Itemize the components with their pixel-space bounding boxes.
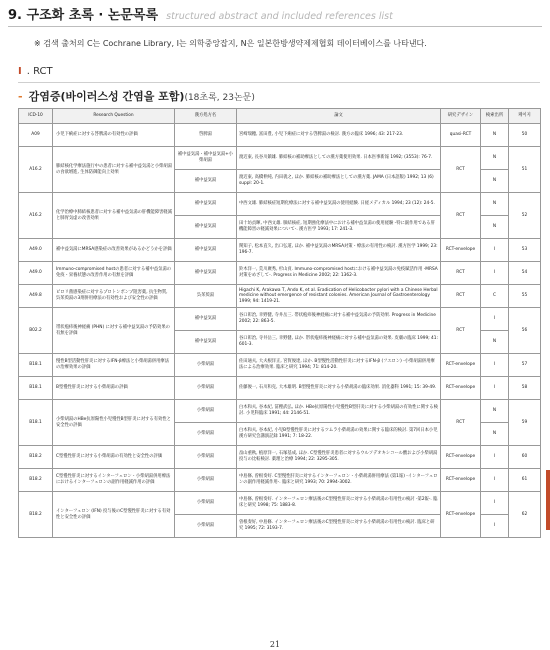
table-row [19, 469, 541, 492]
cell-design: RCT [441, 400, 481, 446]
cell-formula: 補中益気湯・補中益気湯+小柴胡湯 [175, 147, 237, 170]
cell-source: I [481, 377, 509, 400]
page-number: 21 [269, 640, 281, 649]
cell-formula: 小柴胡湯 [175, 423, 237, 446]
side-tab-marker [546, 470, 550, 530]
cell-design: RCT-envelope [441, 446, 481, 469]
subsection-bullet: - [18, 90, 23, 103]
cell-formula: 補中益気湯 [175, 193, 237, 216]
cell-paper: 白木和夫, 谷本紀, 小児B型慢性肝炎に対するツムラ小柴胡湯の効果に関する臨床的検討. 第7回日本小児漢方研究会講演記録 1991; 7: 18-22. [237, 423, 441, 446]
section-roman: I [18, 66, 22, 77]
cell-design: RCT [441, 262, 481, 285]
cell-page: 51 [509, 147, 541, 193]
page-subtitle-en: structured abstract and included references list [166, 11, 393, 22]
cell-source: N [481, 331, 509, 354]
cell-source: I [481, 446, 509, 469]
cell-source: N [481, 216, 509, 239]
cell-source: N [481, 170, 509, 193]
cell-design: RCT-envelope [441, 239, 481, 262]
table-row [19, 354, 541, 377]
cell-question: 帯状疱疹後神経痛 (PHN) に対する補中益気湯の予防効果の有無を評価 [53, 308, 175, 354]
cell-design: RCT-envelope [441, 377, 481, 400]
cell-formula: 小柴胡湯 [175, 446, 237, 469]
cell-paper: 谷口彰治, 寺井岳三, 幸野健, ほか. 帯状疱疹後神経痛に対する補中益気湯の効果. 皮膚の臨床 1999; 41: 601-3. [237, 331, 441, 354]
source-note: ※ 검색 출처의 C는 Cochrane Library, I는 의학중앙잡지, N은 일본한방생약제제협회 데이터베이스를 나타낸다. [34, 39, 427, 48]
cell-formula: 呉茱萸湯 [175, 285, 237, 308]
cell-icd: A09 [19, 124, 53, 147]
table-body [19, 124, 541, 538]
subsection-count: (18초록, 23논문) [184, 93, 255, 103]
cell-question: 補中益気湯にMRSA感染症の改善効果があるかどうかを評価 [53, 239, 175, 262]
header-design: 研究デザイン [441, 109, 481, 124]
table-row [19, 147, 541, 170]
cell-paper: 渡辺東, 高橋伸純, 内田義之, ほか. 肺結核の補助療法としての漢方薬. JAMA (日本語版) 1992; 13 (6) suppl: 20-1. [237, 170, 441, 193]
cell-question: インターフェロン (IFN) 投与後のC型慢性肝炎に対する有効性と安全性の評価 [53, 492, 175, 538]
cell-question: 小柴胡湯のHBe抗原陽性小児慢性B型肝炎に対する有効性と安全性の評価 [53, 400, 175, 446]
cell-formula: 補中益気湯 [175, 216, 237, 239]
references-table [18, 108, 541, 538]
cell-design: RCT-envelope [441, 469, 481, 492]
cell-formula: 啓脾湯 [175, 124, 237, 147]
cell-page: 58 [509, 377, 541, 400]
cell-paper: 谷口彰治, 幸野健, 寺井岳三. 帯状疱疹後神経痛に対する補中益気湯の予防効果. Progress in Medicine 2002; 22: 863-5. [237, 308, 441, 331]
cell-question: Immuno-compromised hostの患者に対する補中益気湯の免疫・栄養状態の改善作用の有無を評価 [53, 262, 175, 285]
cell-source: I [481, 308, 509, 331]
cell-formula: 補中益気湯 [175, 308, 237, 331]
cell-paper: 中島修, 曽根奏好. インターフェロン療法後のC型慢性肝炎に対する小柴胡湯の有用性の検討 -第2報-. 臨床と研究 1998; 75: 1883-8. [237, 492, 441, 515]
header-source: 検索出所 [481, 109, 509, 124]
section-label: . RCT [26, 66, 53, 77]
cell-paper: Higachi K, Arakawa T, Ando K, et al. Eradication of Helicobacter pylori with a Chinese Herbal medicine without emergence of resistant colonies. American Journal of Gastroenterology 1999; 94: 1419-21. [237, 285, 441, 308]
table-row [19, 446, 541, 469]
cell-formula: 小柴胡湯 [175, 515, 237, 538]
cell-formula: 補中益気湯 [175, 331, 237, 354]
cell-paper: 鈴木洋一, 荒川廣秀, 杉山貢. Immuno-compromised hostにおける補中益気湯の免疫賦活作用 -MRSA対策をめざして-. Progress in Medicine 2002; 22: 1362-3. [237, 262, 441, 285]
cell-formula: 小柴胡湯 [175, 400, 237, 423]
header-paper: 論文 [237, 109, 441, 124]
table-row [19, 400, 541, 423]
cell-design: RCT-envelope [441, 492, 481, 538]
cell-question: 慢性B型活動性肝炎に対するIFN-β療法と小柴胡湯併用療法の治療効果の評価 [53, 354, 175, 377]
cell-page: 52 [509, 193, 541, 239]
cell-page: 59 [509, 400, 541, 446]
table-row [19, 262, 541, 285]
cell-icd: A16.2 [19, 193, 53, 239]
table-row [19, 285, 541, 308]
subsection-heading [18, 88, 255, 104]
cell-page: 53 [509, 239, 541, 262]
header-divider [8, 26, 542, 27]
cell-formula: 小柴胡湯 [175, 354, 237, 377]
cell-source: N [481, 124, 509, 147]
cell-source: N [481, 147, 509, 170]
table-row [19, 239, 541, 262]
cell-page: 62 [509, 492, 541, 538]
cell-paper: 曽根奏好, 中島修. インターフェロン療法後のC型慢性肝炎に対する小柴胡湯の有用性の検討. 臨床と研究 1995; 72: 3193-7. [237, 515, 441, 538]
cell-source: N [481, 193, 509, 216]
cell-question: ピロリ菌感染症に対するプロトンポンプ阻害薬, 抗生物質, 呉茱萸湯の3剤併用療法の有効性および安全性の評価 [53, 285, 175, 308]
cell-question: B型慢性肝炎に対する小柴胡湯の評価 [53, 377, 175, 400]
cell-formula: 小柴胡湯 [175, 377, 237, 400]
cell-paper: 佐藤俊一, 石川和克, 大木雄明. B型慢性肝炎に対する小柴胡湯の臨床効果. 消化器科 1991; 15: 39-49. [237, 377, 441, 400]
cell-paper: 宮崎瑞穂, 富田豊, 小児下痢症に対する啓脾湯の検討. 漢方の臨床 1996; 43: 217-23. [237, 124, 441, 147]
cell-design: quasi-RCT [441, 124, 481, 147]
cell-icd: B18.1 [19, 400, 53, 446]
cell-icd: B18.2 [19, 469, 53, 492]
cell-source: I [481, 262, 509, 285]
cell-design: RCT [441, 285, 481, 308]
cell-paper: 白木和夫, 谷本紀, 冨樫武弘, ほか. HBe抗原陽性小児慢性B型肝炎に対する小柴胡湯の有効性に関する検討. 小児科臨床 1991; 44: 2146-51. [237, 400, 441, 423]
section-heading [18, 66, 53, 77]
table-row [19, 492, 541, 515]
cell-question: 化学治療中肺結核患者に対する補中益気湯の肝機能障害軽減と肺胃気虚の改善効果 [53, 193, 175, 239]
cell-icd: B18.1 [19, 354, 53, 377]
cell-question: C型慢性肝炎に対する小柴胡湯の有効性と安全性の評価 [53, 446, 175, 469]
cell-page: 54 [509, 262, 541, 285]
cell-page: 55 [509, 285, 541, 308]
cell-page: 56 [509, 308, 541, 354]
page-header [8, 4, 393, 24]
cell-page: 50 [509, 124, 541, 147]
page-title: 9. 구조화 초록 · 논문목록 [8, 8, 159, 23]
cell-question: C型慢性肝炎に対するインターフェロン・小柴胡湯併用療法におけるインターフェロンの副作用軽減作用の評価 [53, 469, 175, 492]
cell-paper: 渡辺東, 長谷川鎮雄. 肺結核の補助療法としての漢方薬使用効果. 日本医事新報 1992; (3553): 76-7. [237, 147, 441, 170]
header-icd: ICD-10 [19, 109, 53, 124]
cell-source: C [481, 285, 509, 308]
cell-paper: 関知子, 松本直久, 出口弘道, ほか. 補中益気湯のMRSA対策・療法の有用性の検討. 漢方医学 1999; 23: 196-7. [237, 239, 441, 262]
cell-paper: 中西文雄. 肺結核症短期化療法に対する補中益気湯の使用経験. 日経メディカル 1994; 23 (12): 24-5. [237, 193, 441, 216]
cell-source: I [481, 469, 509, 492]
section-divider [18, 82, 540, 83]
cell-design: RCT [441, 193, 481, 239]
cell-paper: 佐田通夫, 大夫根洋正, 宮賀俊達, ほか. B型慢性活動性肝炎に対するIFN-β (フエロン) -小柴胡湯併用療法による治療効果. 臨床と研究 1994; 71: 814-20. [237, 354, 441, 377]
cell-icd: B18.2 [19, 446, 53, 469]
table-row [19, 124, 541, 147]
cell-source: N [481, 423, 509, 446]
cell-source: I [481, 492, 509, 515]
cell-page: 60 [509, 446, 541, 469]
cell-icd: A49.0 [19, 262, 53, 285]
table-row [19, 308, 541, 331]
cell-question: 小児下痢症に対する啓脾湯の有効性の評価 [53, 124, 175, 147]
cell-icd: A16.2 [19, 147, 53, 193]
cell-formula: 補中益気湯 [175, 239, 237, 262]
cell-design: RCT [441, 308, 481, 354]
table-row [19, 193, 541, 216]
cell-source: I [481, 515, 509, 538]
cell-icd: A49.8 [19, 285, 53, 308]
cell-icd: B18.2 [19, 492, 53, 538]
cell-formula: 小柴胡湯 [175, 469, 237, 492]
cell-formula: 小柴胡湯 [175, 492, 237, 515]
header-question: Research Question [53, 109, 175, 124]
cell-formula: 補中益気湯 [175, 262, 237, 285]
cell-paper: 畠山重秋, 植原洋一, 石塚基成, ほか. C型慢性肝炎患者に対するウルソデオキシコール酸および小柴胡湯投与の比較検討. 薬理と治療 1994; 22: 3295-305. [237, 446, 441, 469]
cell-paper: 中島修, 曽根奏好. C型慢性肝炎に対するインターフェロン・小柴胡湯併用療法 (第1報) -インターフェロンの副作用軽減作用-. 臨床と研究 1993; 70: 2994-3002. [237, 469, 441, 492]
cell-question: 肺結核化学療法施行中の患者に対する補中益気湯と小柴胡湯の食欲増進, 生体防御能向上効果 [53, 147, 175, 193]
cell-page: 61 [509, 469, 541, 492]
cell-source: N [481, 400, 509, 423]
cell-source: I [481, 354, 509, 377]
cell-design: RCT-envelope [441, 354, 481, 377]
cell-icd: B18.1 [19, 377, 53, 400]
cell-icd: B02.2 [19, 308, 53, 354]
header-page: 페이지 [509, 109, 541, 124]
table-header-row [19, 109, 541, 124]
cell-formula: 補中益気湯 [175, 170, 237, 193]
table-row [19, 377, 541, 400]
cell-design: RCT [441, 147, 481, 193]
cell-page: 57 [509, 354, 541, 377]
cell-paper: 田十坊貞暉, 中西文雄. 肺結核症, 短期強化療法中における補中益気湯の使用経験 -特に副作用である肝機能障害の軽減効果について-. 漢方医学 1993; 17: 241-3. [237, 216, 441, 239]
header-formula: 漢方処方名 [175, 109, 237, 124]
subsection-title: 감염증(바이러스성 간염을 포함) [28, 90, 185, 103]
cell-icd: A49.0 [19, 239, 53, 262]
cell-source: I [481, 239, 509, 262]
